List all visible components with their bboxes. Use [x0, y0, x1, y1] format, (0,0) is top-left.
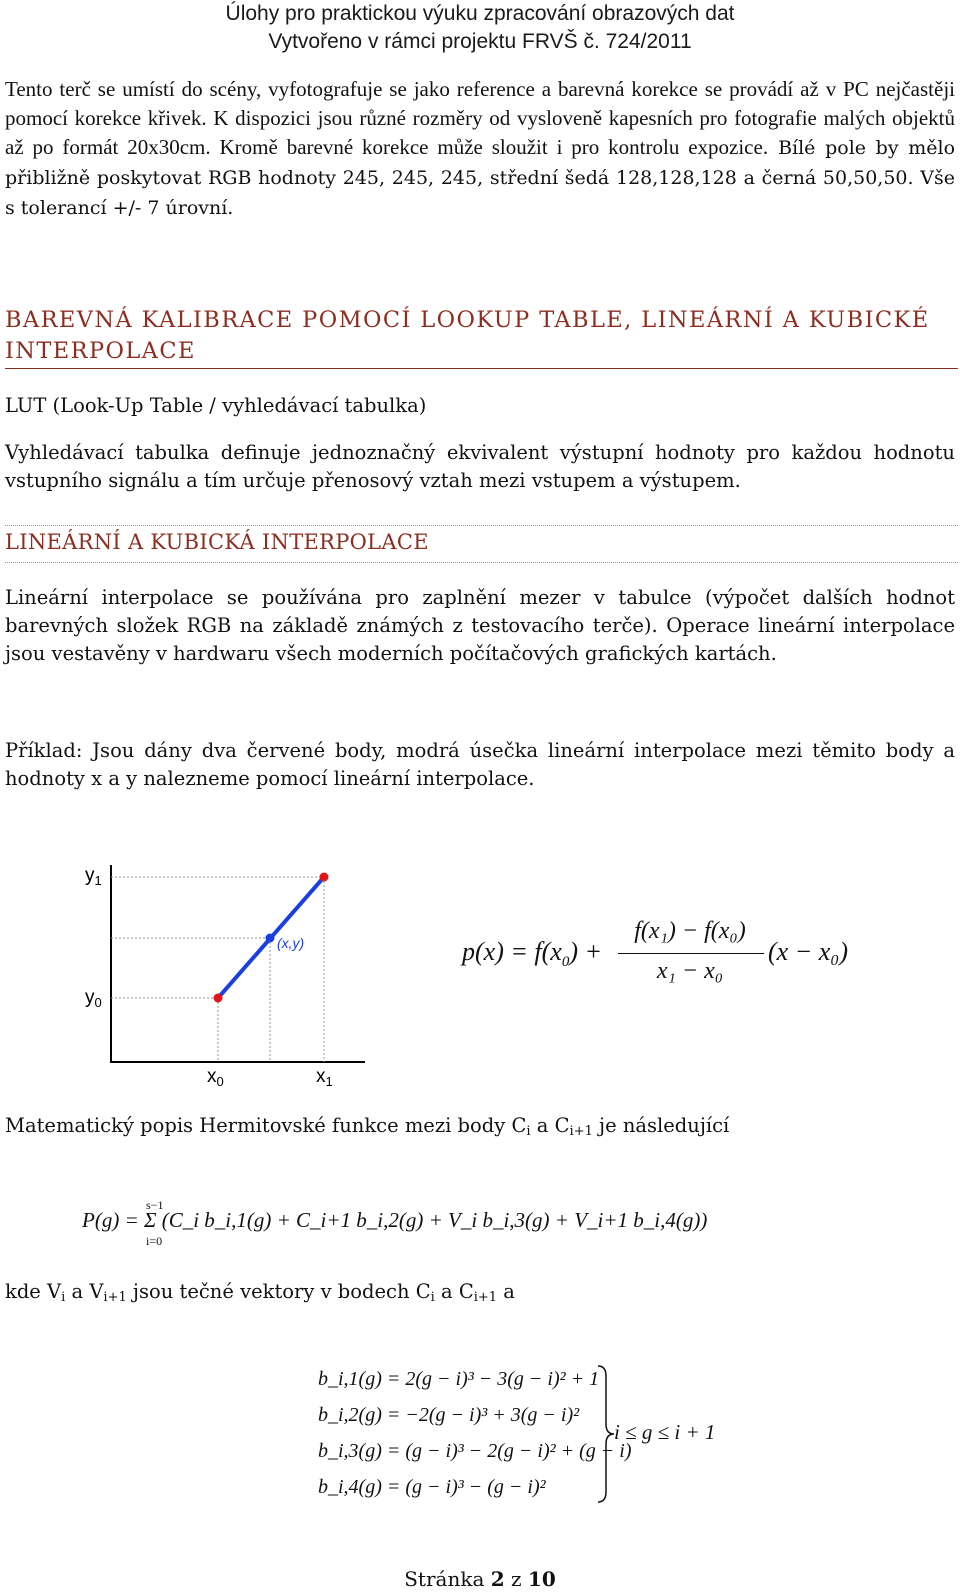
- basis-condition: i ≤ g ≤ i + 1: [614, 1420, 716, 1444]
- tangent-vectors-text: kde $V_i$ a $V_{i+1}$ jsou tečné vektory v bodech $C_i$ a $C_{i+1}$ a: [5, 1280, 515, 1305]
- point-interpolated: [266, 934, 275, 943]
- formula-linear-denominator: x₁ − x₀: [656, 958, 724, 984]
- section-divider-bottom: [5, 562, 958, 563]
- example-paragraph: Příklad: Jsou dány dva červené body, modrá úsečka lineární interpolace mezi těmito body a hodnoty x a y nalezneme pomocí lineární interpolace.: [5, 739, 955, 790]
- lut-subtitle: LUT (Look-Up Table / vyhledávací tabulka): [5, 394, 427, 417]
- section-heading-interpolation: LINEÁRNÍ A KUBICKÁ INTERPOLACE: [5, 530, 429, 554]
- label-y0: $y_0$: [85, 987, 102, 1010]
- label-point-xy: (x,y): [277, 935, 305, 951]
- section-divider-top: [5, 525, 958, 526]
- formula-linear-rhs: (x − x₀): [768, 937, 848, 966]
- sum-lower-limit: i=0: [146, 1234, 163, 1248]
- heading-underline: [5, 368, 958, 369]
- intro-paragraph: [5, 75, 955, 223]
- formula-linear-lhs: $p(x) = f(x_0)$ +: [462, 937, 603, 971]
- basis-b3: b_i,3(g) = (g − i)³ − 2(g − i)² + (g − i): [318, 1440, 632, 1462]
- label-x1: $x_1$: [316, 1066, 333, 1089]
- point-end: [320, 873, 329, 882]
- header-title: Úlohy pro praktickou výuku zpracování obrazových dat: [225, 2, 735, 25]
- lut-description: Vyhledávací tabulka definuje jednoznačný ekvivalent výstupní hodnoty pro každou hodnotu vstupního signálu a tím určuje přenosový vztah mezi vstupem a výstupem.: [5, 441, 955, 492]
- basis-b1: b_i,1(g) = 2(g − i)³ − 3(g − i)² + 1: [318, 1368, 600, 1390]
- page-footer: Stránka 2 z 10: [404, 1567, 556, 1591]
- label-y1: $y_1$: [85, 865, 102, 888]
- formula-fraction-bar: [618, 953, 764, 954]
- linear-interpolation-figure: [80, 855, 380, 1090]
- intro-text-part2: Bílé pole by mělo přibližně poskytovat RGB hodnoty 245, 245, 245, střední šedá 128,128,128 a černá 50,50,50. Vše s tolerancí +/- 7 úrovní.: [5, 137, 956, 219]
- header-subtitle: Vytvořeno v rámci projektu FRVŠ č. 724/2011: [268, 30, 692, 53]
- interpolation-paragraph: Lineární interpolace se používána pro zaplnění mezer v tabulce (výpočet dalších hodnot barevných složek RGB na základě známých z testovacího terče). Operace lineární interpolace jsou vestavěny v hardwaru všech moderních počítačových grafických kartách.: [5, 586, 955, 665]
- basis-brace: [596, 1364, 616, 1504]
- hermite-description: Matematický popis Hermitovské funkce mezi body $C_i$ a $C_{i+1}$ je následující: [5, 1114, 730, 1139]
- basis-b4: b_i,4(g) = (g − i)³ − (g − i)²: [318, 1476, 546, 1498]
- hermite-formula: P(g) = Σ (C_i b_i,1(g) + C_i+1 b_i,2(g) + V_i b_i,3(g) + V_i+1 b_i,4(g)): [82, 1208, 708, 1232]
- point-start: [214, 994, 223, 1003]
- section-heading-lut: BAREVNÁ KALIBRACE POMOCÍ LOOKUP TABLE, LINEÁRNÍ A KUBICKÉ INTERPOLACE: [5, 307, 930, 364]
- basis-b2: b_i,2(g) = −2(g − i)³ + 3(g − i)²: [318, 1404, 580, 1426]
- intro-text-part1: Tento terč se umístí do scény, vyfotografuje se jako reference a barevná korekce se provádí až v PC nejčastěji pomocí korekce křivek. K dispozici jsou různé rozměry od vysloveně kapesních pro fotografie malých objektů až po formát 20x30cm. Kromě barevné korekce může sloužit i pro kontrolu expozice.: [5, 77, 955, 159]
- formula-linear-numerator: f(x₁) − f(x₀): [634, 918, 746, 944]
- label-x0: $x_0$: [207, 1066, 224, 1089]
- sum-upper-limit: s−1: [146, 1198, 164, 1212]
